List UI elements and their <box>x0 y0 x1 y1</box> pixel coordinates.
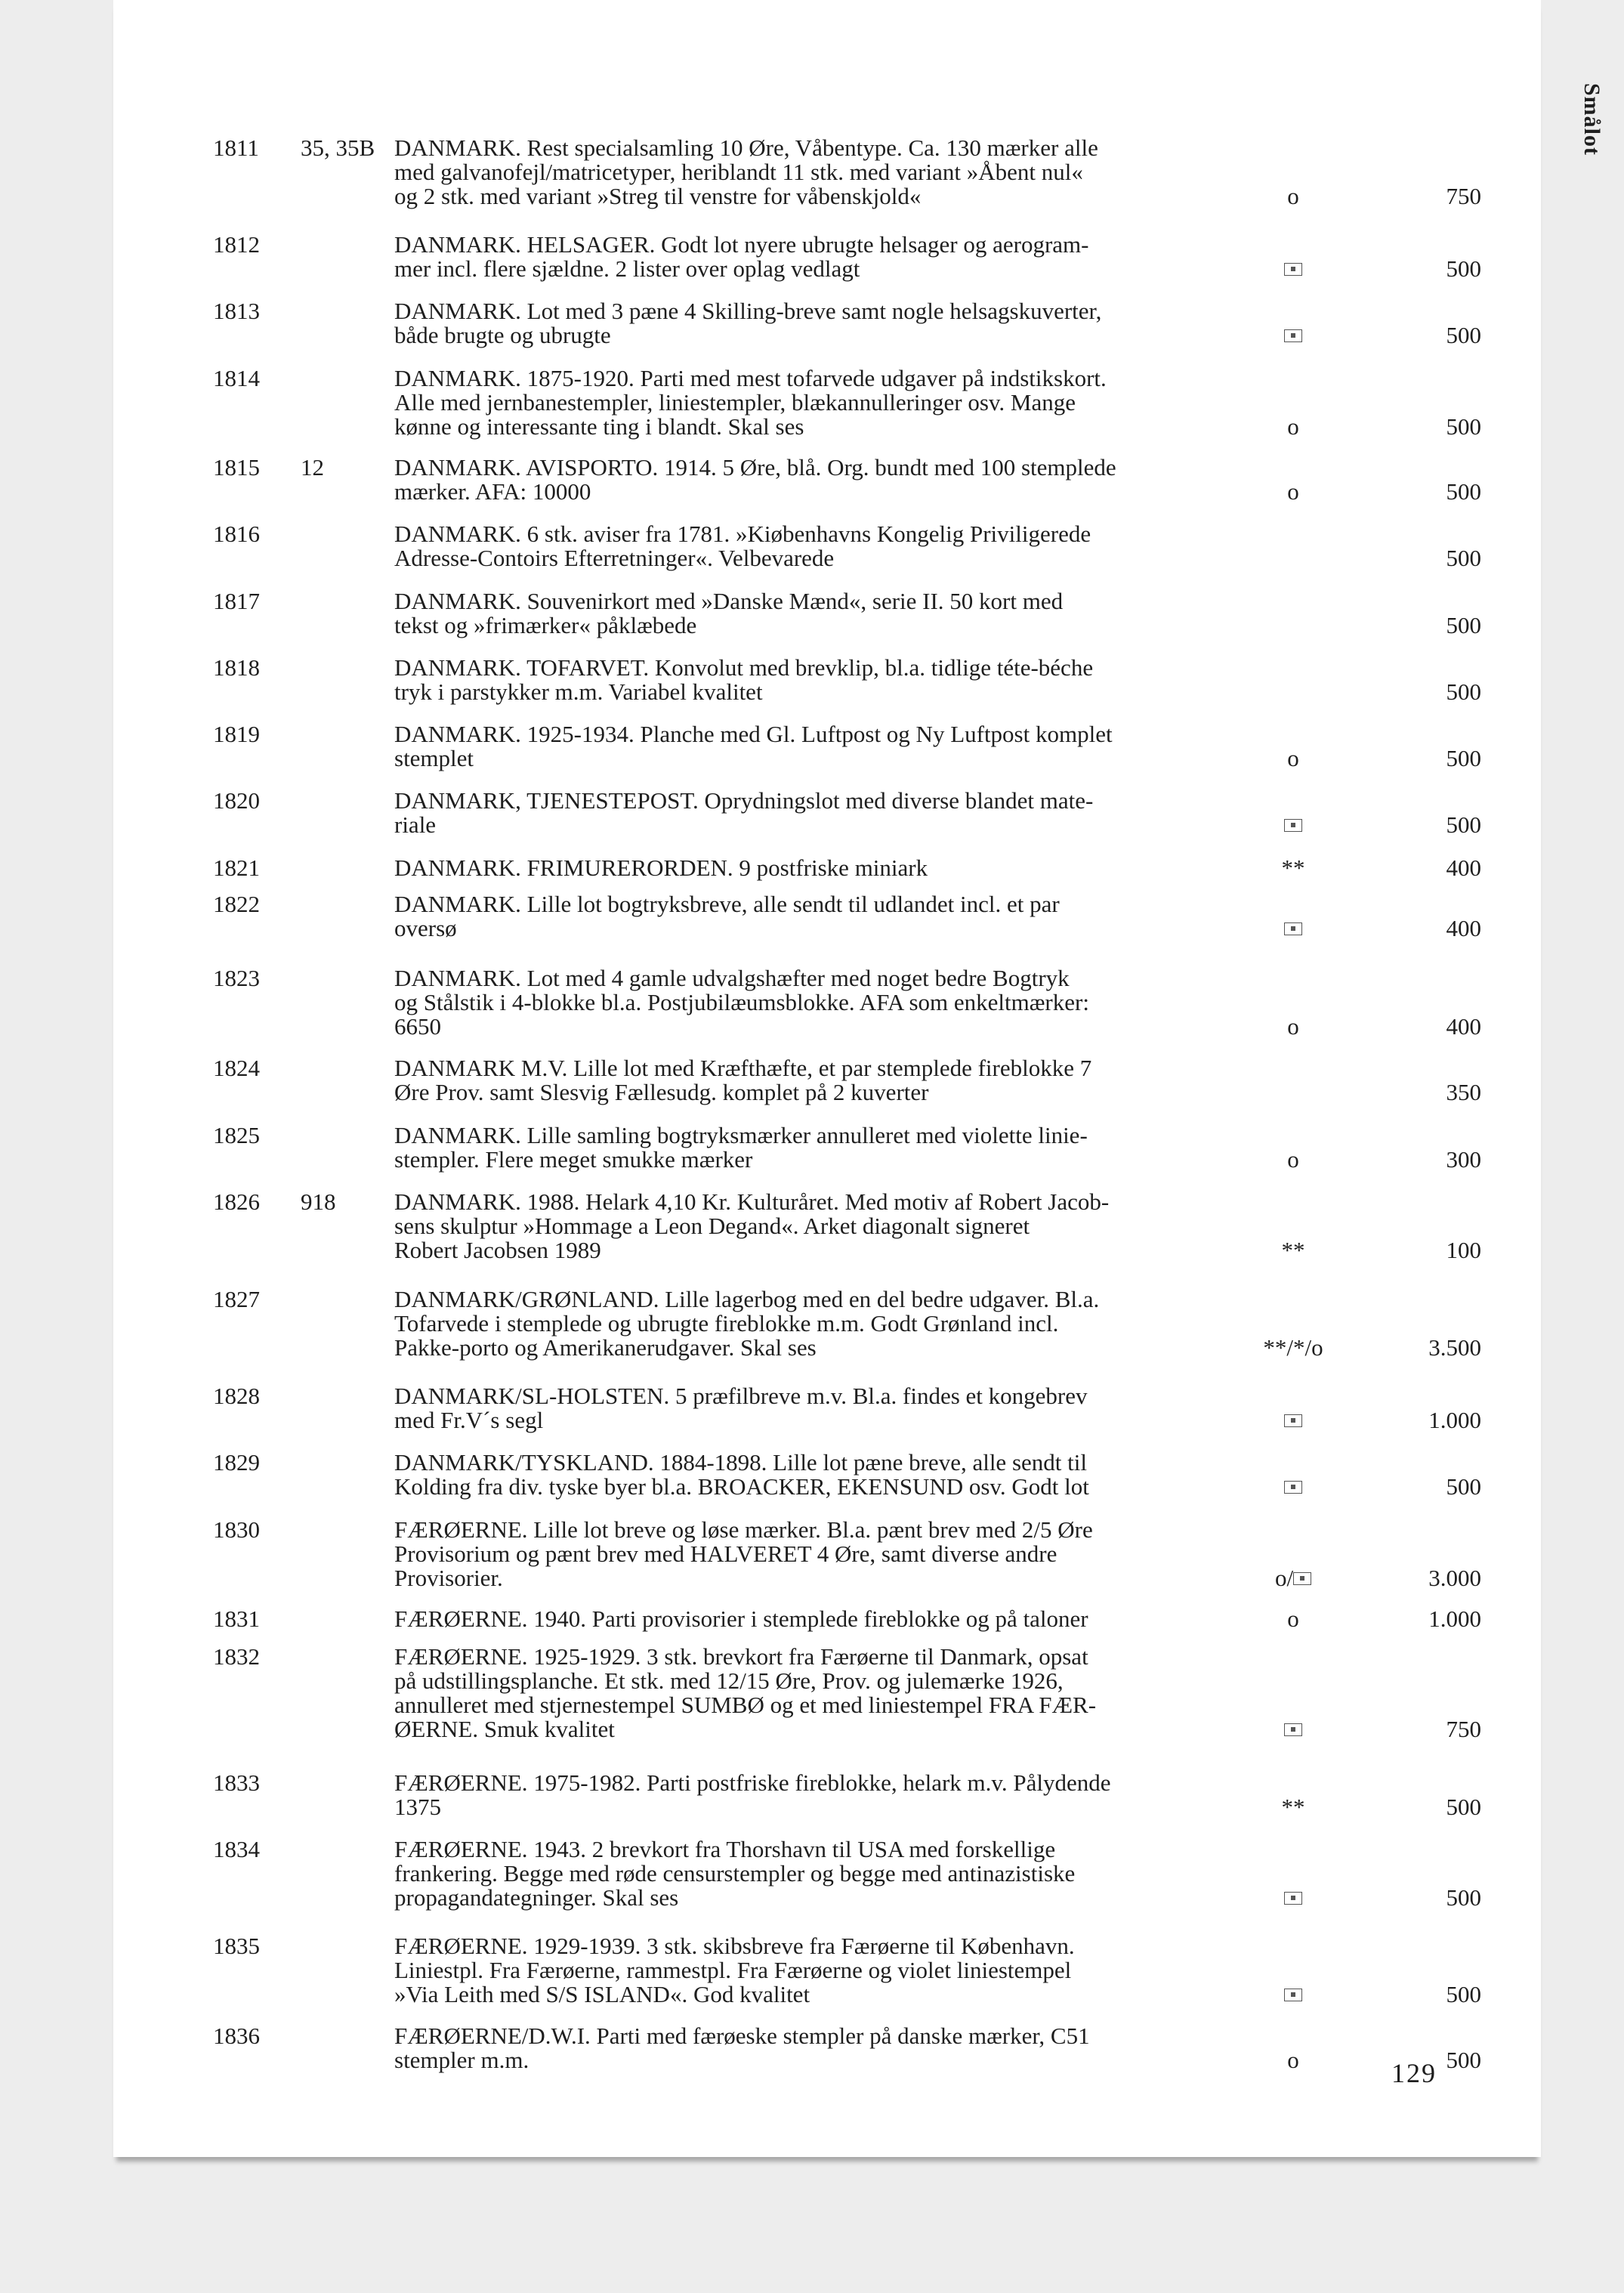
condition-mark: o <box>1287 1013 1299 1040</box>
lot-number: 1832 <box>213 1643 260 1670</box>
condition-mark <box>1240 813 1346 837</box>
description-line: FÆRØERNE/D.W.I. Parti med færøeske stempler på danske mærker, C51 <box>394 2023 1090 2049</box>
description-line: DANMARK. 1925-1934. Planche med Gl. Luftpost og Ny Luftpost komplet <box>394 721 1113 747</box>
lot-description <box>394 1123 1248 1172</box>
lot-description <box>394 1190 1248 1262</box>
lot-number: 1812 <box>213 231 260 258</box>
section-side-label: Smålot <box>1579 83 1604 156</box>
condition-mark: ** <box>1281 854 1305 881</box>
description-line: DANMARK. Lille samling bogtryksmærker annulleret med violette linie- <box>394 1122 1088 1148</box>
lot-number: 1816 <box>213 521 260 547</box>
lot-number: 1836 <box>213 2023 260 2049</box>
description-line: DANMARK. FRIMURERORDEN. 9 postfriske miniark <box>394 854 928 881</box>
condition-mark: o <box>1287 745 1299 771</box>
cover-envelope-icon <box>1284 922 1302 935</box>
lot-number: 1834 <box>213 1836 260 1862</box>
lot-price: 750 <box>1446 1716 1481 1742</box>
lot-number: 1814 <box>213 365 260 391</box>
lot-price: 500 <box>1446 545 1481 571</box>
lot-price: 1.000 <box>1428 1407 1481 1433</box>
description-line: DANMARK. HELSAGER. Godt lot nyere ubrugte helsager og aerogram- <box>394 231 1089 258</box>
description-line: DANMARK/GRØNLAND. Lille lagerbog med en del bedre udgaver. Bl.a. <box>394 1286 1100 1312</box>
lot-number: 1818 <box>213 654 260 681</box>
lot-number: 1831 <box>213 1605 260 1632</box>
lot-description <box>394 1645 1248 1741</box>
condition-mark <box>1240 1566 1346 1590</box>
description-line: Liniestpl. Fra Færøerne, rammestpl. Fra Færøerne og violet liniestempel <box>394 1957 1072 1983</box>
lot-number: 1828 <box>213 1383 260 1409</box>
condition-mark <box>1240 1717 1346 1741</box>
description-line: DANMARK. Lot med 3 pæne 4 Skilling-breve samt nogle helsagskuverter, <box>394 298 1102 324</box>
lot-description <box>394 1771 1248 1819</box>
lot-price: 500 <box>1446 2047 1481 2073</box>
description-line: og 2 stk. med variant »Streg til venstre for våbenskjold« <box>394 183 922 209</box>
description-line: propagandategninger. Skal ses <box>394 1884 679 1911</box>
lot-price: 500 <box>1446 1794 1481 1820</box>
lot-description <box>394 1837 1248 1910</box>
description-line: oversø <box>394 915 457 941</box>
description-line: tekst og »frimærker« påklæbede <box>394 612 697 638</box>
catalog-page <box>113 0 1604 2157</box>
lot-price: 500 <box>1446 322 1481 348</box>
lot-description <box>394 233 1248 281</box>
condition-mark: o <box>1287 183 1299 209</box>
lot-price: 500 <box>1446 745 1481 771</box>
lot-description <box>394 1451 1248 1499</box>
lot-price: 750 <box>1446 183 1481 209</box>
lot-number: 1817 <box>213 588 260 614</box>
condition-mark <box>1240 257 1346 281</box>
lot-description <box>394 1287 1248 1360</box>
lot-price: 1.000 <box>1428 1605 1481 1632</box>
lot-description <box>394 136 1248 209</box>
condition-mark: o <box>1287 2047 1299 2073</box>
description-line: Alle med jernbanestempler, liniestempler, blækannulleringer osv. Mange <box>394 389 1076 416</box>
description-line: DANMARK/SL-HOLSTEN. 5 præfilbreve m.v. Bl.a. findes et kongebrev <box>394 1383 1088 1409</box>
condition-mark: o <box>1287 1146 1299 1173</box>
description-line: stempler m.m. <box>394 2047 529 2073</box>
description-line: »Via Leith med S/S ISLAND«. God kvalitet <box>394 1981 810 2007</box>
cover-envelope-icon <box>1284 329 1302 342</box>
lot-number: 1833 <box>213 1769 260 1796</box>
lot-price: 300 <box>1446 1146 1481 1173</box>
lot-list <box>113 0 1541 2157</box>
lot-number: 1813 <box>213 298 260 324</box>
lot-description <box>394 1934 1248 2007</box>
description-line: Tofarvede i stemplede og ubrugte fireblokke m.m. Godt Grønland incl. <box>394 1310 1059 1337</box>
lot-description <box>394 456 1248 504</box>
description-line: Pakke-porto og Amerikanerudgaver. Skal ses <box>394 1334 817 1361</box>
lot-number: 1815 <box>213 454 260 481</box>
catalog-number: 12 <box>301 454 324 481</box>
description-line: kønne og interessante ting i blandt. Skal ses <box>394 413 804 440</box>
description-line: Kolding fra div. tyske byer bl.a. BROACKER, EKENSUND osv. Godt lot <box>394 1473 1089 1500</box>
lot-description <box>394 589 1248 638</box>
condition-mark <box>1240 916 1346 941</box>
lot-number: 1827 <box>213 1286 260 1312</box>
description-line: DANMARK. TOFARVET. Konvolut med brevklip, bl.a. tidlige téte-béche <box>394 654 1094 681</box>
description-line: DANMARK. Rest specialsamling 10 Øre, Våbentype. Ca. 130 mærker alle <box>394 134 1098 161</box>
lot-price: 500 <box>1446 612 1481 638</box>
condition-mark: o <box>1287 478 1299 505</box>
description-line: FÆRØERNE. 1975-1982. Parti postfriske fireblokke, helark m.v. Pålydende <box>394 1769 1111 1796</box>
description-line: DANMARK. Souvenirkort med »Danske Mænd«, serie II. 50 kort med <box>394 588 1064 614</box>
description-line: både brugte og ubrugte <box>394 322 611 348</box>
condition-mark: **/*/o <box>1263 1334 1323 1361</box>
description-line: og Stålstik i 4-blokke bl.a. Postjubilæumsblokke. AFA som enkeltmærker: <box>394 989 1089 1015</box>
description-line: frankering. Begge med røde censurstempler og begge med antinazistiske <box>394 1860 1076 1887</box>
condition-mark <box>1240 1982 1346 2007</box>
condition-mark: ** <box>1281 1794 1305 1820</box>
description-line: FÆRØERNE. Lille lot breve og løse mærker. Bl.a. pænt brev med 2/5 Øre <box>394 1516 1093 1543</box>
lot-description <box>394 856 1248 880</box>
description-line: tryk i parstykker m.m. Variabel kvalitet <box>394 678 763 705</box>
description-line: ØERNE. Smuk kvalitet <box>394 1716 615 1742</box>
description-line: med galvanofejl/matricetyper, heriblandt 11 stk. med variant »Åbent nul« <box>394 159 1083 185</box>
cover-envelope-icon <box>1284 263 1302 276</box>
lot-price: 500 <box>1446 1473 1481 1500</box>
cover-envelope-icon <box>1293 1572 1311 1585</box>
lot-description <box>394 1607 1248 1631</box>
lot-number: 1824 <box>213 1055 260 1081</box>
lot-number: 1819 <box>213 721 260 747</box>
lot-number: 1820 <box>213 787 260 814</box>
lot-number: 1829 <box>213 1449 260 1476</box>
cover-envelope-icon <box>1284 1989 1302 2001</box>
description-line: FÆRØERNE. 1929-1939. 3 stk. skibsbreve fra Færøerne til København. <box>394 1933 1075 1959</box>
description-line: mærker. AFA: 10000 <box>394 478 591 505</box>
description-line: mer incl. flere sjældne. 2 lister over oplag vedlagt <box>394 255 860 282</box>
lot-price: 500 <box>1446 678 1481 705</box>
lot-number: 1821 <box>213 854 260 881</box>
description-line: annulleret med stjernestempel SUMBØ og et med liniestempel FRA FÆR- <box>394 1692 1097 1718</box>
lot-description <box>394 892 1248 941</box>
lot-number: 1822 <box>213 891 260 917</box>
condition-mark <box>1240 1886 1346 1910</box>
cover-envelope-icon <box>1284 1481 1302 1494</box>
cover-envelope-icon <box>1284 1892 1302 1905</box>
lot-price: 500 <box>1446 255 1481 282</box>
lot-number: 1823 <box>213 965 260 991</box>
description-line: DANMARK. Lille lot bogtryksbreve, alle sendt til udlandet incl. et par <box>394 891 1060 917</box>
description-line: riale <box>394 811 437 838</box>
condition-mark: o <box>1287 1605 1299 1632</box>
description-line: FÆRØERNE. 1940. Parti provisorier i stemplede fireblokke og på taloner <box>394 1605 1088 1632</box>
cover-envelope-icon <box>1284 1414 1302 1427</box>
lot-description <box>394 656 1248 704</box>
description-line: DANMARK. Lot med 4 gamle udvalgshæfter med noget bedre Bogtryk <box>394 965 1070 991</box>
lot-number: 1830 <box>213 1516 260 1543</box>
lot-number: 1835 <box>213 1933 260 1959</box>
lot-description <box>394 522 1248 570</box>
description-line: DANMARK. AVISPORTO. 1914. 5 Øre, blå. Org. bundt med 100 stemplede <box>394 454 1116 481</box>
cover-envelope-icon <box>1284 819 1302 832</box>
condition-mark <box>1240 323 1346 348</box>
lot-description <box>394 722 1248 771</box>
description-line: Robert Jacobsen 1989 <box>394 1237 601 1263</box>
description-line: Provisorium og pænt brev med HALVERET 4 Øre, samt diverse andre <box>394 1541 1057 1567</box>
cover-envelope-icon <box>1284 1723 1302 1736</box>
lot-description <box>394 299 1248 348</box>
lot-price: 400 <box>1446 854 1481 881</box>
lot-price: 400 <box>1446 915 1481 941</box>
description-line: FÆRØERNE. 1943. 2 brevkort fra Thorshavn til USA med forskellige <box>394 1836 1056 1862</box>
description-line: Provisorier. <box>394 1565 503 1591</box>
lot-description <box>394 2024 1248 2072</box>
description-line: DANMARK, TJENESTEPOST. Oprydningslot med diverse blandet mate- <box>394 787 1094 814</box>
lot-price: 500 <box>1446 1981 1481 2007</box>
lot-description <box>394 1518 1248 1590</box>
lot-price: 100 <box>1446 1237 1481 1263</box>
description-line: 1375 <box>394 1794 441 1820</box>
lot-price: 500 <box>1446 478 1481 505</box>
lot-price: 500 <box>1446 811 1481 838</box>
condition-mark <box>1240 1475 1346 1499</box>
description-line: FÆRØERNE. 1925-1929. 3 stk. brevkort fra Færøerne til Danmark, opsat <box>394 1643 1088 1670</box>
description-line: DANMARK. 1988. Helark 4,10 Kr. Kulturåret. Med motiv af Robert Jacob- <box>394 1188 1110 1215</box>
condition-text: o/ <box>1274 1565 1294 1591</box>
lot-price: 3.500 <box>1428 1334 1481 1361</box>
catalog-number: 918 <box>301 1188 336 1215</box>
description-line: på udstillingsplanche. Et stk. med 12/15 Øre, Prov. og julemærke 1926, <box>394 1667 1064 1694</box>
catalog-number: 35, 35B <box>301 134 375 161</box>
description-line: stemplet <box>394 745 474 771</box>
condition-mark: o <box>1287 413 1299 440</box>
lot-number: 1826 <box>213 1188 260 1215</box>
lot-price: 500 <box>1446 1884 1481 1911</box>
lot-number: 1825 <box>213 1122 260 1148</box>
lot-description <box>394 366 1248 439</box>
lot-description <box>394 1056 1248 1105</box>
condition-mark <box>1240 1408 1346 1432</box>
lot-number: 1811 <box>213 134 259 161</box>
description-line: med Fr.V´s segl <box>394 1407 544 1433</box>
description-line: 6650 <box>394 1013 441 1040</box>
lot-description <box>394 966 1248 1039</box>
description-line: DANMARK. 1875-1920. Parti med mest tofarvede udgaver på indstikskort. <box>394 365 1107 391</box>
lot-description <box>394 1384 1248 1432</box>
description-line: DANMARK/TYSKLAND. 1884-1898. Lille lot pæne breve, alle sendt til <box>394 1449 1087 1476</box>
description-line: sens skulptur »Hommage a Leon Degand«. Arket diagonalt signeret <box>394 1213 1030 1239</box>
description-line: stempler. Flere meget smukke mærker <box>394 1146 753 1173</box>
description-line: Øre Prov. samt Slesvig Fællesudg. komplet på 2 kuverter <box>394 1079 929 1105</box>
lot-price: 350 <box>1446 1079 1481 1105</box>
lot-price: 500 <box>1446 413 1481 440</box>
description-line: Adresse-Contoirs Efterretninger«. Velbevarede <box>394 545 835 571</box>
lot-price: 400 <box>1446 1013 1481 1040</box>
lot-description <box>394 789 1248 837</box>
description-line: DANMARK. 6 stk. aviser fra 1781. »Kiøbenhavns Kongelig Priviligerede <box>394 521 1091 547</box>
page-number: 129 <box>1391 2058 1437 2088</box>
description-line: DANMARK M.V. Lille lot med Kræfthæfte, et par stemplede fireblokke 7 <box>394 1055 1092 1081</box>
lot-price: 3.000 <box>1428 1565 1481 1591</box>
condition-mark: ** <box>1281 1237 1305 1263</box>
